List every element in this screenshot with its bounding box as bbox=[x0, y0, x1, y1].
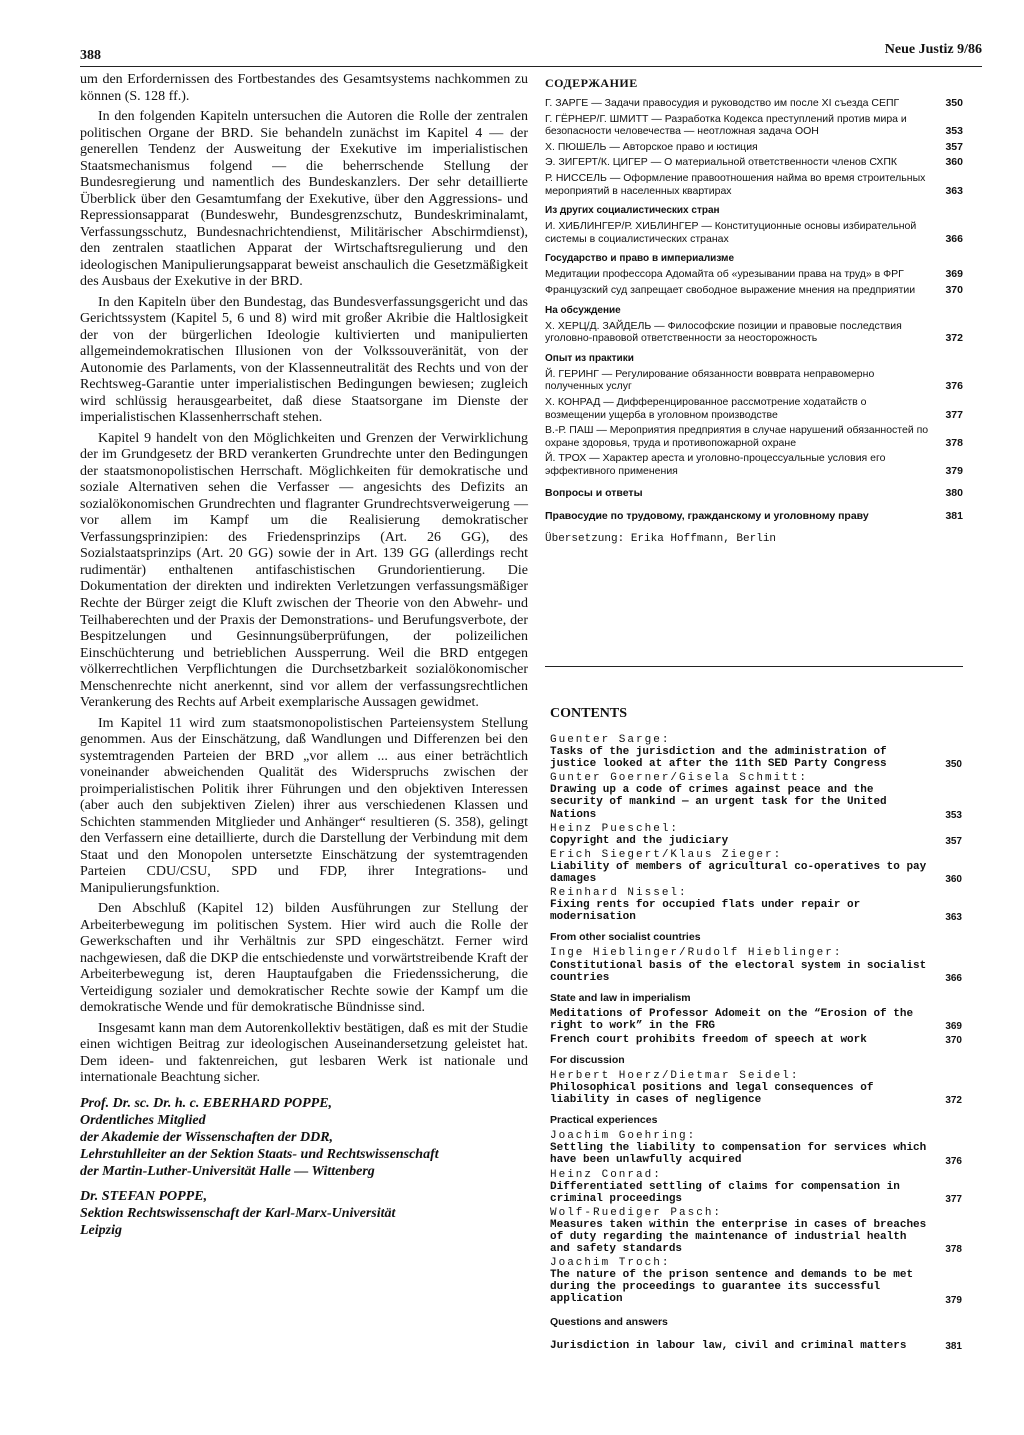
toc-page: 350 bbox=[945, 759, 962, 771]
toc-entry bbox=[545, 368, 963, 393]
toc-entry bbox=[550, 1008, 962, 1032]
toc-page: 369 bbox=[945, 268, 963, 281]
english-contents-heading: CONTENTS bbox=[550, 706, 628, 721]
toc-title: Х. ПЮШЕЛЬ — Авторское право и юстиция bbox=[545, 140, 758, 153]
toc-title: Philosophical positions and legal consequences of liability in cases of negligence bbox=[550, 1082, 874, 1107]
toc-section-heading: Опыт из практики bbox=[545, 352, 634, 364]
signature-line: Dr. STEFAN POPPE, bbox=[80, 1189, 208, 1205]
toc-page: 357 bbox=[945, 140, 963, 153]
toc-author: Wolf-Ruediger Pasch: bbox=[550, 1206, 723, 1219]
signature-line: der Akademie der Wissenschaften der DDR, bbox=[80, 1130, 334, 1146]
toc-author: Inge Hieblinger/Rudolf Hieblinger: bbox=[550, 947, 843, 960]
paragraph: Kapitel 9 handelt von den Möglichkeiten und Grenzen der Verwirklichung der im Grundgesetz der BRD verankerten Grundrechte unter den Bedingungen der staatsmonopolistischen Herrschaft. Möglichkeiten für demokratische und soziale Alternativen sehen die Verfasser — angesichts des Defizits an sozialökonomischen Grundrechten und flagranter Grundrechtsverweigerung — vor allem im Kampf um die Realisierung demokratischer Verfassungsprinzipien: des Friedensprinzips (Art. 26 GG), des Sozialstaatsprinzips (Art. 20 GG) sowie der in Art. 139 GG (allerdings recht rudimentär) enthaltenen antifaschistischen Grundorientierung. Die Dokumentation der direkten und indirekten Verletzungen verfassungsmäßiger Rechte der Bürger zeigt die Kluft zwischen der Theorie von den Abwehr- und Teilhaberechten und der Praxis der Demonstrations- und Berufungsverbote, der Bespitzelungen und Gesinnungsüberprüfungen, der polizeilichen Einschüchterung und betrieblichen Aussperrung. Weil die BRD entgegen völkerrechtlichen Verpflichtungen die Durchsetzbarkeit sozialökonomischer Menschenrechte nicht anerkennt, sind vor allem der verfassungsrechtlichen Verankerung des Rechts auf Arbeit exemplarische Aussagen gewidmet. bbox=[80, 430, 528, 711]
translator-credit: Übersetzung: Erika Hoffmann, Berlin bbox=[545, 532, 777, 545]
toc-entry bbox=[545, 172, 963, 197]
header-rule bbox=[80, 66, 982, 67]
toc-entry bbox=[550, 1130, 962, 1166]
paragraph: Den Abschluß (Kapitel 12) bilden Ausführungen zur Stellung der Arbeiterbewegung im politischen System. Hier wird auch die Rolle der Gewerkschaften und ihr Verhältnis zur SPD eingeschätzt. Ferner wird nachgewiesen, daß die DKP die entschiedenste und vorwärtstreibende Kraft der Arbeiterbewegung ist, deren Hauptaufgaben die Friedenssicherung, die Verteidigung sozialer und demokratischer Rechte sowie der Kampf um die demokratische Wende und für demokratische Bündnisse sind. bbox=[80, 901, 528, 1016]
toc-author: Joachim Troch: bbox=[550, 1257, 671, 1270]
toc-section-heading: State and law in imperialism bbox=[550, 991, 691, 1004]
toc-entry bbox=[550, 1169, 962, 1205]
toc-entry bbox=[550, 1034, 962, 1046]
toc-page: 353 bbox=[945, 809, 962, 821]
toc-entry bbox=[550, 1070, 962, 1106]
toc-entry bbox=[545, 320, 963, 345]
signature-line: Lehrstuhlleiter an der Sektion Staats- und Rechtswissenschaft bbox=[80, 1147, 439, 1163]
toc-page: 379 bbox=[945, 1294, 962, 1306]
page-number: 388 bbox=[80, 48, 101, 63]
toc-author: Heinz Conrad: bbox=[550, 1168, 662, 1181]
toc-entry bbox=[545, 220, 963, 245]
toc-page: 350 bbox=[945, 97, 963, 109]
toc-title: В.-Р. ПАШ — Мероприятия предприятия в случае нарушений обязанностей по охране здоровья, труда и противопожарной охране bbox=[545, 424, 929, 449]
toc-author: Reinhard Nissel: bbox=[550, 887, 688, 900]
toc-title: Liability of members of agricultural co-operatives to pay damages bbox=[550, 860, 927, 886]
toc-title: Г. ЗАРГЕ — Задачи правосудия и руководство им после XI съезда СЕПГ bbox=[545, 97, 900, 109]
toc-entry bbox=[545, 424, 963, 449]
toc-section-heading: For discussion bbox=[550, 1053, 625, 1066]
paragraph: In den Kapiteln über den Bundestag, das Bundesverfassungsgericht und das Gerichtssystem (Kapitel 5, 6 und 8) wird mit großer Akribie die Haltlosigkeit der von der bürgerlichen Ideologie kultivierten und manipulierten allgemeindemokratischen Illusionen von der Volkssouveränität, von der Autonomie des Parlaments, von der Klassenneutralität des Rechts und von der Rechtsweg-Garantie unter imperialistischen Bedingungen bewiesen; zugleich wird schlüssig herausgearbeitet, daß diese Staatsorgane im Dienste der imperialistischen Klassenherrschaft stehen. bbox=[80, 294, 528, 426]
toc-title: Jurisdiction in labour law, civil and criminal matters bbox=[550, 1339, 907, 1352]
toc-entry bbox=[550, 734, 962, 770]
toc-entry bbox=[550, 1207, 962, 1255]
toc-section-heading: Questions and answers bbox=[550, 1315, 668, 1328]
toc-page: 369 bbox=[945, 1020, 962, 1032]
toc-author: Joachim Goehring: bbox=[550, 1130, 697, 1143]
toc-section-heading: Practical experiences bbox=[550, 1114, 658, 1127]
toc-page: 377 bbox=[945, 408, 963, 421]
toc-page: 379 bbox=[945, 464, 963, 477]
toc-page: 372 bbox=[945, 1095, 962, 1107]
toc-entry bbox=[545, 487, 963, 500]
toc-entry bbox=[545, 268, 963, 281]
toc-author: Herbert Hoerz/Dietmar Seidel: bbox=[550, 1069, 800, 1082]
journal-title: Neue Justiz 9/86 bbox=[884, 42, 982, 57]
toc-entry bbox=[550, 772, 962, 820]
toc-entry bbox=[545, 452, 963, 477]
signature-line: Leipzig bbox=[80, 1223, 122, 1239]
toc-author: Heinz Pueschel: bbox=[550, 822, 680, 835]
toc-entry bbox=[550, 1257, 962, 1305]
toc-section-heading: Государство и право в империализме bbox=[545, 253, 735, 265]
toc-title: Г. ГЁРНЕР/Г. ШМИТТ — Разработка Кодекса преступлений против мира и безопасности человечества — неотложная задача ООН bbox=[545, 112, 907, 138]
toc-entry bbox=[550, 823, 962, 847]
toc-section-heading: From other socialist countries bbox=[550, 931, 701, 944]
toc-page: 357 bbox=[945, 835, 962, 847]
toc-entry bbox=[545, 156, 963, 169]
toc-title: Й. ТРОХ — Характер ареста и уголовно-процессуальные условия его эффективного применения bbox=[545, 452, 886, 477]
toc-page: 363 bbox=[945, 184, 963, 197]
signature-line: Prof. Dr. sc. Dr. h. c. EBERHARD POPPE, bbox=[80, 1095, 333, 1111]
toc-title: Measures taken within the enterprise in cases of breaches of duty regarding the maintenance of industrial health and safety standards bbox=[550, 1218, 927, 1256]
toc-title: The nature of the prison sentence and demands to be met during the proceedings to guarantee its successful application bbox=[550, 1269, 914, 1306]
toc-entry bbox=[550, 1340, 962, 1352]
signature-block-2 bbox=[80, 1188, 528, 1239]
toc-page: 378 bbox=[945, 1244, 962, 1256]
toc-page: 366 bbox=[945, 972, 962, 984]
toc-entry bbox=[545, 284, 963, 297]
toc-title: Х. КОНРАД — Дифференцированное рассмотрение ходатайств о возмещении ущерба в уголовном производстве bbox=[545, 395, 867, 421]
toc-page: 378 bbox=[945, 436, 963, 449]
toc-page: 381 bbox=[945, 510, 963, 523]
review-column bbox=[80, 72, 528, 1240]
toc-page: 353 bbox=[945, 125, 963, 138]
toc-page: 376 bbox=[945, 1155, 962, 1167]
russian-contents bbox=[545, 72, 963, 545]
signature-line: Ordentliches Mitglied bbox=[80, 1113, 206, 1129]
toc-title: Правосудие по трудовому, гражданскому и уголовному праву bbox=[545, 510, 869, 523]
toc-page: 363 bbox=[945, 912, 962, 924]
toc-title: Вопросы и ответы bbox=[545, 487, 643, 500]
signature-block-1 bbox=[80, 1095, 528, 1180]
toc-title: Constitutional basis of the electoral system in socialist countries bbox=[550, 959, 927, 984]
toc-page: 360 bbox=[945, 874, 962, 886]
toc-page: 372 bbox=[945, 332, 963, 345]
toc-title: Р. НИССЕЛЬ — Оформление правоотношения найма во время строительных мероприятий в населенных квартирах bbox=[545, 171, 926, 197]
toc-section-heading: На обсуждение bbox=[545, 304, 621, 316]
toc-page: 376 bbox=[945, 380, 963, 393]
toc-author: Guenter Sarge: bbox=[550, 734, 671, 746]
toc-title: French court prohibits freedom of speech at work bbox=[550, 1033, 867, 1046]
toc-author: Gunter Goerner/Gisela Schmitt: bbox=[550, 772, 809, 785]
toc-title: И. ХИБЛИНГЕР/Р. ХИБЛИНГЕР — Конституционные основы избирательной системы в социалистических странах bbox=[545, 220, 917, 245]
toc-page: 360 bbox=[945, 156, 963, 169]
paragraph: um den Erfordernissen des Fortbestandes des Gesamtsystems nachkommen zu können (S. 128 ff.). bbox=[80, 72, 528, 104]
toc-page: 377 bbox=[945, 1193, 962, 1205]
toc-title: Французский суд запрещает свободное выражение мнения на предприятии bbox=[545, 283, 916, 296]
toc-entry bbox=[545, 97, 963, 110]
toc-entry bbox=[545, 141, 963, 154]
paragraph: Insgesamt kann man dem Autorenkollektiv bestätigen, daß es mit der Studie einen wichtigen Beitrag zur ideologischen Auseinandersetzung geleistet hat. Dem ideen- und faktenreichen, gut lesbaren Werk ist nationale und internationale Beachtung sicher. bbox=[80, 1020, 528, 1086]
toc-title: Tasks of the jurisdiction and the administration of justice looked at after the 11th SED Party Congress bbox=[550, 746, 887, 771]
toc-entry bbox=[545, 113, 963, 138]
toc-title: Settling the liability to compensation for services which have been unlawfully acquired bbox=[550, 1142, 927, 1167]
toc-title: Й. ГЕРИНГ — Регулирование обязанности вовврата неправомерно полученных услуг bbox=[545, 367, 875, 393]
toc-page: 380 bbox=[945, 487, 963, 500]
toc-title: Copyright and the judiciary bbox=[550, 834, 729, 847]
toc-author: Erich Siegert/Klaus Zieger: bbox=[550, 848, 783, 861]
english-contents bbox=[550, 706, 962, 1354]
toc-title: Fixing rents for occupied flats under repair or modernisation bbox=[550, 899, 861, 924]
russian-contents-heading: СОДЕРЖАНИЕ bbox=[545, 76, 638, 90]
toc-title: Медитации профессора Адомайта об «урезывании права на труд» в ФРГ bbox=[545, 268, 904, 281]
paragraph: In den folgenden Kapiteln untersuchen die Autoren die Rolle der zentralen politischen Organe der BRD. Sie behandeln zunächst im Kapitel 4 — der generellen Tendenz der Ausweitung der Exekutive im imperialistischen Staatsmechanismus folgend — die beherrschende Stellung der Bundesregierung und namentlich des Bundeskanzlers. Der sehr detaillierte Überblick über den Gesamtumfang der Exekutive, über den Aggressions- und Repressionsapparat (Bundeswehr, Bundesgrenzschutz, Bundeskriminalamt, Verfassungsschutz, Bundesnachrichtendienst, Militärischer Abschirmdienst), den zentralen staatlichen Apparat der Wirtschaftsregulierung und den ideologischen Manipulierungsapparat beweist anschaulich die Gesetzmäßigkeit des Ausbaus der Exekutive in der BRD. bbox=[80, 109, 528, 290]
toc-entry bbox=[550, 947, 962, 983]
signature-line: der Martin-Luther-Universität Halle — Wittenberg bbox=[80, 1164, 375, 1180]
paragraph: Im Kapitel 11 wird zum staatsmonopolistischen Parteiensystem Stellung genommen. Aus der Einschätzung, daß Wandlungen und Differenzen bei den systemtragenden Parteien der BRD „vor allem ... aus einer beträchtlich voneinander abweichenden Qualität des Widerspruchs zwischen der proimperialistischen Politik ihrer Führungen und den objektiven Interessen (aber auch den subjektiven Zielen) ihrer aus verschiedenen Klassen und Schichten stammenden Mitglieder und Anhänger“ resultieren (S. 358), gelingt den Verfassern eine detaillierte, durch die Darstellung der Verbindung mit dem Staat und den Monopolen untersetzte Einschätzung der systemtragenden Parteien CDU/CSU, SPD und FDP, ihrer Integrations- und Manipulierungsfunktion. bbox=[80, 715, 528, 896]
toc-entry bbox=[545, 510, 963, 523]
toc-page: 366 bbox=[945, 232, 963, 245]
toc-entry bbox=[545, 396, 963, 421]
toc-section-heading: Из других социалистических стран bbox=[545, 205, 720, 217]
toc-title: Drawing up a code of crimes against peace and the security of mankind — an urgent task for the United Nations bbox=[550, 784, 887, 821]
toc-title: Differentiated settling of claims for compensation in criminal proceedings bbox=[550, 1180, 900, 1205]
toc-page: 370 bbox=[945, 1034, 962, 1046]
toc-entry bbox=[550, 849, 962, 885]
toc-title: Х. ХЕРЦ/Д. ЗАЙДЕЛЬ — Философские позиции и правовые последствия уголовно-правовой ответственности за неосторожность bbox=[545, 319, 902, 345]
contents-divider bbox=[545, 666, 963, 667]
toc-title: Meditations of Professor Adomeit on the “Erosion of the right to work” in the FRG bbox=[550, 1007, 914, 1032]
signature-line: Sektion Rechtswissenschaft der Karl-Marx-Universität bbox=[80, 1206, 396, 1222]
toc-title: Э. ЗИГЕРТ/К. ЦИГЕР — О материальной ответственности членов СХПК bbox=[545, 156, 898, 169]
toc-entry bbox=[550, 887, 962, 923]
toc-page: 370 bbox=[945, 283, 963, 296]
toc-page: 381 bbox=[945, 1340, 962, 1352]
